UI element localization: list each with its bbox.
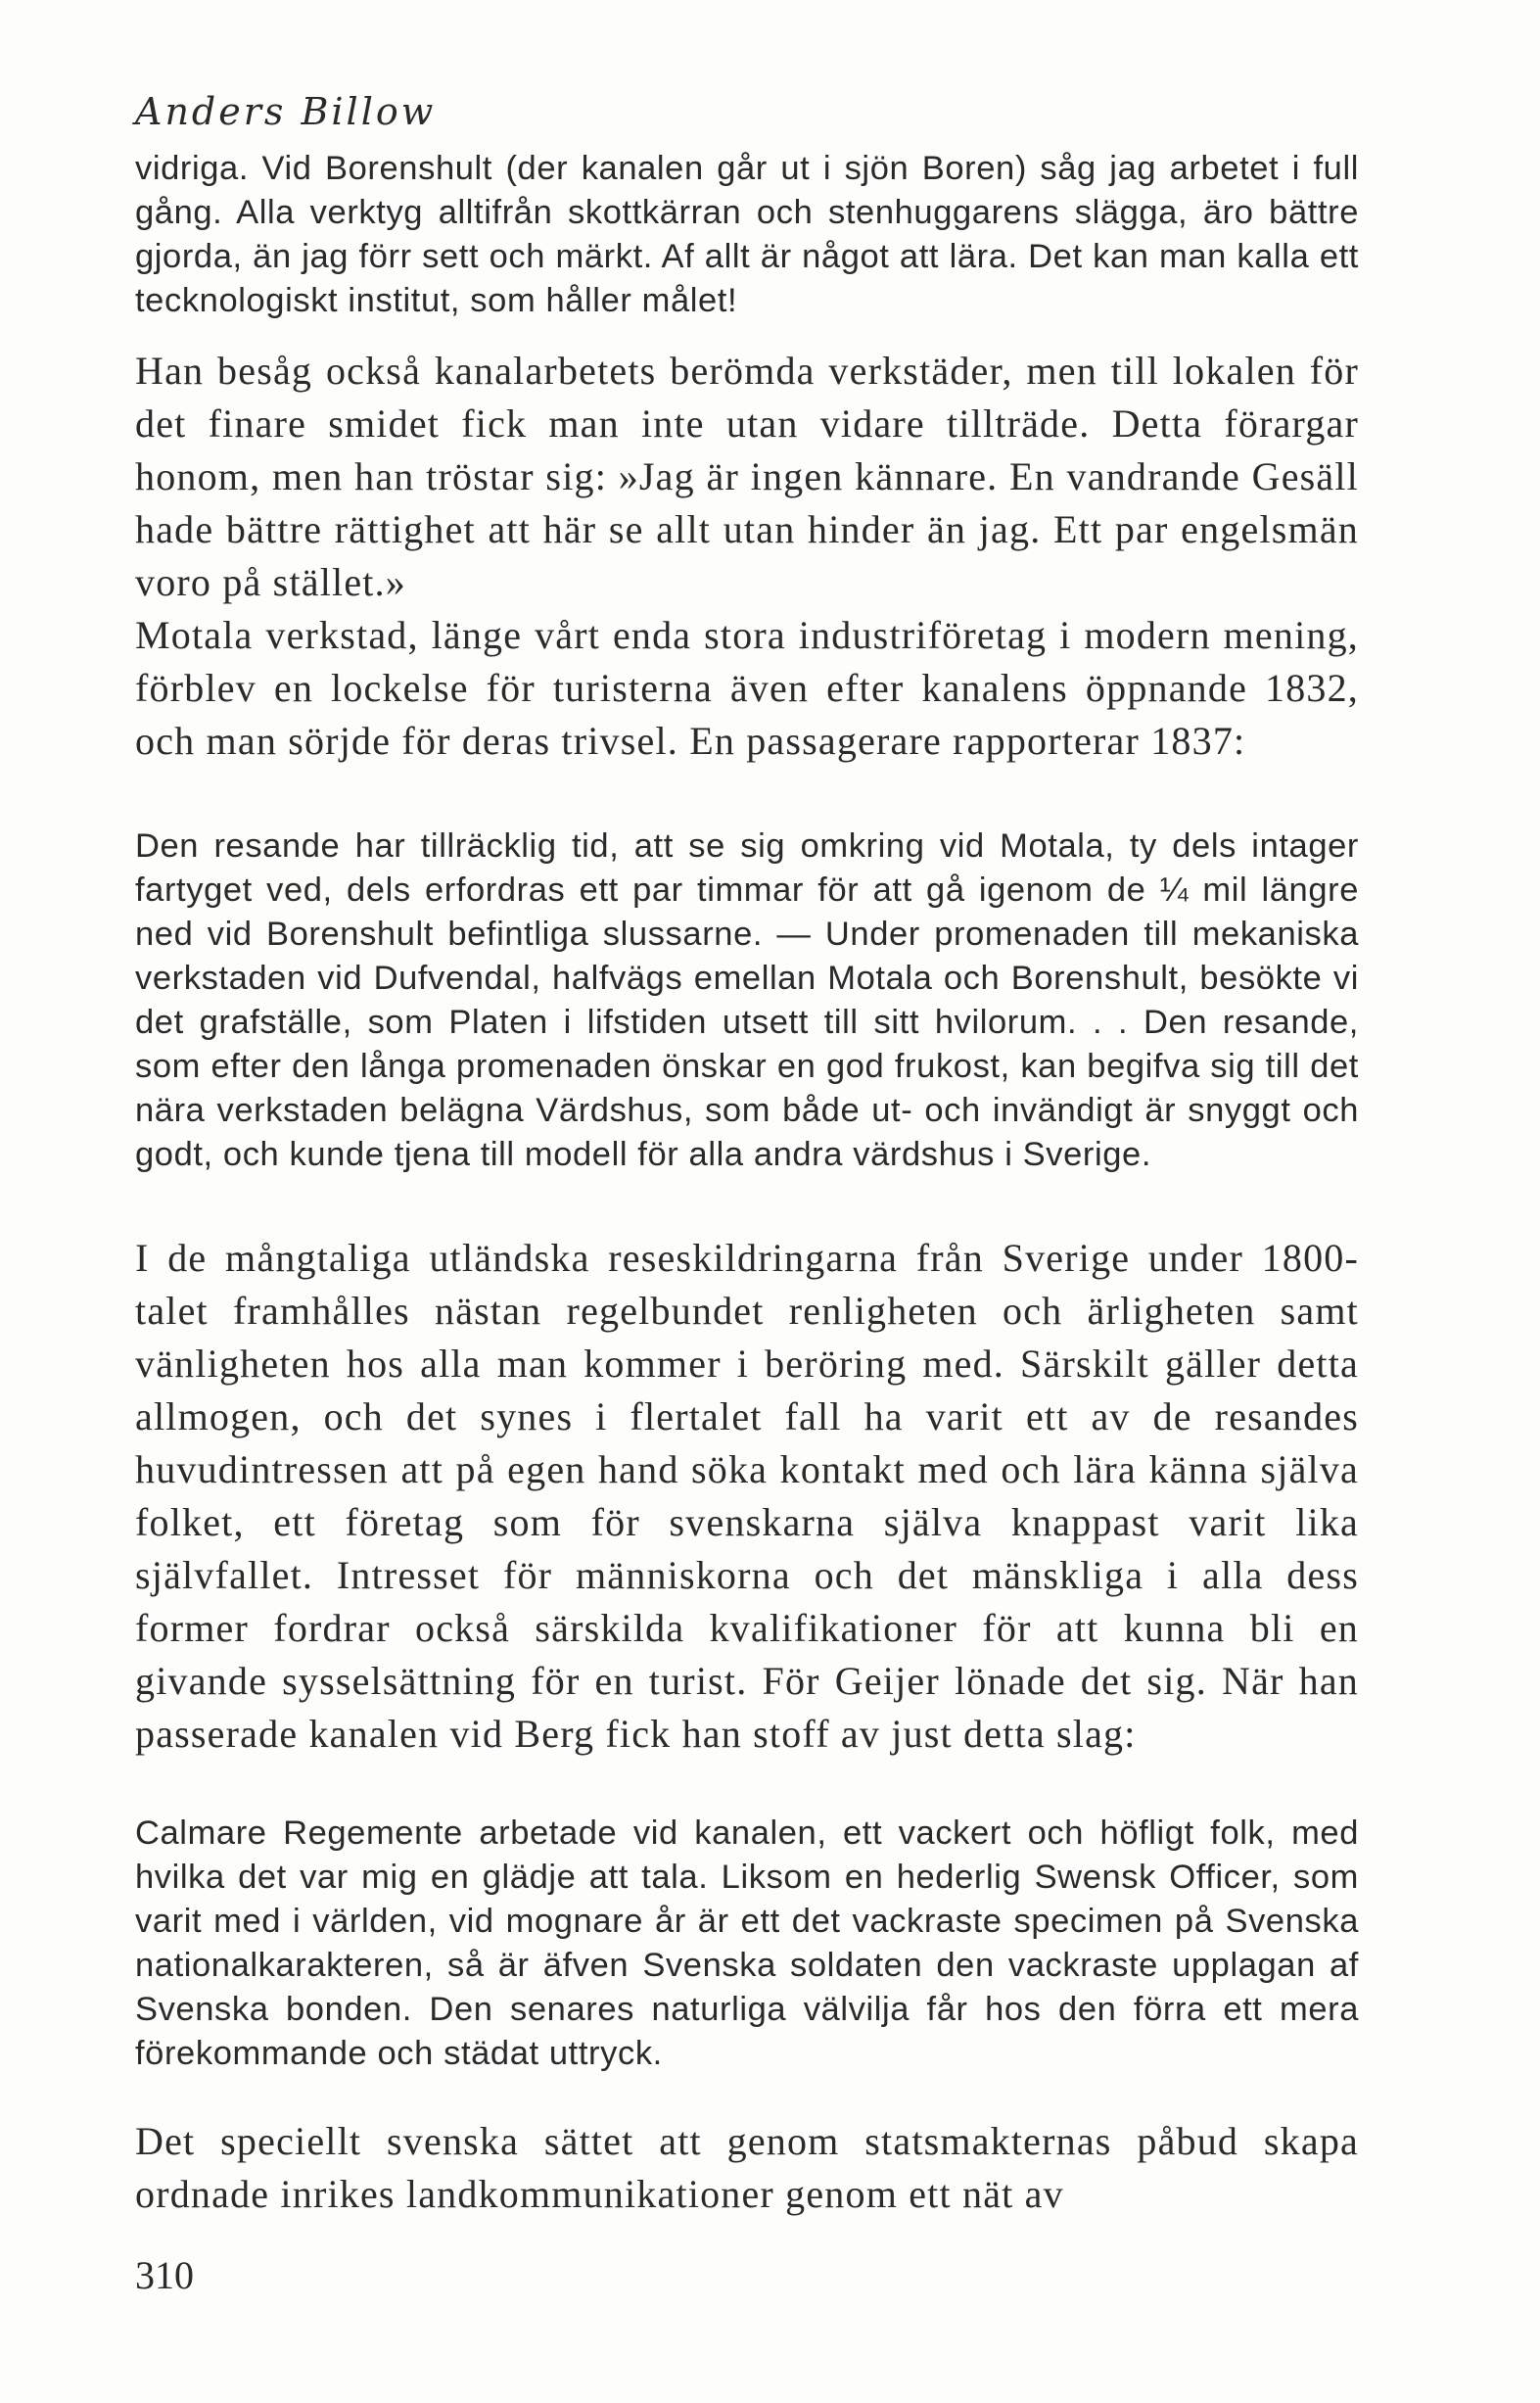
quote-text: Calmare Regemente arbetade vid kanalen, ett vackert och höfligt folk, med hvilka det var mig en glädje att tala. Liksom en hederlig Swensk Officer, som varit med i världen, vid mognare år är ett det vackraste specimen på Svenska nationalkarakteren, så är äfven Svenska soldaten den vackraste upplagan af Svenska bonden. Den senares naturliga välvilja får hos den förra ett mera förekommande och städat uttryck. xyxy=(135,1814,1359,2072)
quote-block-calmare xyxy=(135,1812,1359,2076)
page-number: 310 xyxy=(135,2253,194,2297)
quote-text: vidriga. Vid Borenshult (der kanalen går ut i sjön Boren) såg jag arbetet i full gång. Alla verktyg alltifrån skottkärran och stenhuggarens slägga, äro bättre gjorda, än jag förr sett och märkt. Af allt är något att lära. Det kan man kalla ett tecknologiskt institut, som håller målet! xyxy=(135,150,1359,319)
quote-text: Den resande har tillräcklig tid, att se sig omkring vid Motala, ty dels intager fartyget ved, dels erfordras ett par timmar för att gå igenom de ¼ mil längre ned vid Borenshult befintliga slussarne. — Under promenaden till mekaniska verkstaden vid Dufvendal, halfvägs emellan Motala och Borenshult, besökte vi det grafställe, som Platen i lifstiden utsett till sitt hvilorum. . . Den resande, som efter den långa promenaden önskar en god frukost, kan begifva sig till det nära verkstaden belägna Värdshus, som både ut- och invändigt är snyggt och godt, och kunde tjena till modell för alla andra värdshus i Sverige. xyxy=(135,827,1359,1173)
paragraph-text: Motala verkstad, länge vårt enda stora industriföretag i modern mening, förblev en lockelse för turisterna även efter kanalens öppnande 1832, och man sörjde för deras trivsel. En passagerare rapporterar 1837: xyxy=(135,613,1359,763)
paragraph-motala xyxy=(135,609,1359,768)
paragraph-text: Det speciellt svenska sättet att genom statsmakternas påbud skapa ordnade inrikes landkommunikationer genom ett nät av xyxy=(135,2119,1359,2216)
running-header: Anders Billow xyxy=(135,90,437,133)
quote-block-motala xyxy=(135,825,1359,1177)
paragraph-text: I de mångtaliga utländska reseskildringarna från Sverige under 1800-talet framhålles nästan regelbundet renligheten och ärligheten samt vänligheten hos alla man kommer i beröring med. Särskilt gäller detta allmogen, och det synes i flertalet fall ha varit ett av de resandes huvudintressen att på egen hand söka kontakt med och lära känna själva folket, ett företag som för svenskarna själva knappast varit lika självfallet. Intresset för människorna och det mänskliga i alla dess former fordrar också särskilda kvalifikationer för att kunna bli en givande sysselsättning för en turist. För Geijer lönade det sig. När han passerade kanalen vid Berg fick han stoff av just detta slag: xyxy=(135,1236,1359,1756)
paragraph-verkstader xyxy=(135,345,1359,609)
quote-block-borenshult xyxy=(135,147,1359,323)
paragraph-reseskildringar xyxy=(135,1232,1359,1761)
paragraph-statsmakter xyxy=(135,2115,1359,2221)
paragraph-text: Han besåg också kanalarbetets berömda verkstäder, men till lokalen för det finare smidet fick man inte utan vidare tillträde. Detta förargar honom, men han tröstar sig: »Jag är ingen kännare. En vandrande Gesäll hade bättre rättighet att här se allt utan hinder än jag. Ett par engelsmän voro på stället.» xyxy=(135,349,1359,604)
